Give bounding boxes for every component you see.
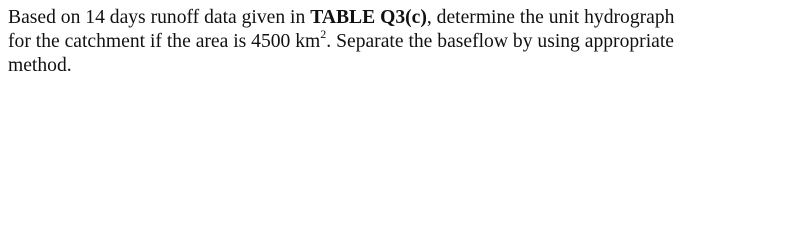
area-unit-superscript: 2 (320, 27, 327, 42)
table-reference: TABLE Q3(c) (310, 7, 427, 28)
line1-text-start: Based on 14 days runoff data given in (8, 7, 311, 28)
question-line-2 (8, 27, 782, 54)
question-text (8, 6, 782, 78)
line2-text-end: . Separate the baseflow by using appropriate (326, 31, 674, 52)
question-line-3: method. (8, 55, 72, 76)
question-line-1 (8, 6, 782, 30)
line2-text-start: for the catchment if the area is 4500 km (8, 31, 321, 52)
line1-text-end: , determine the unit hydrograph (426, 7, 675, 28)
